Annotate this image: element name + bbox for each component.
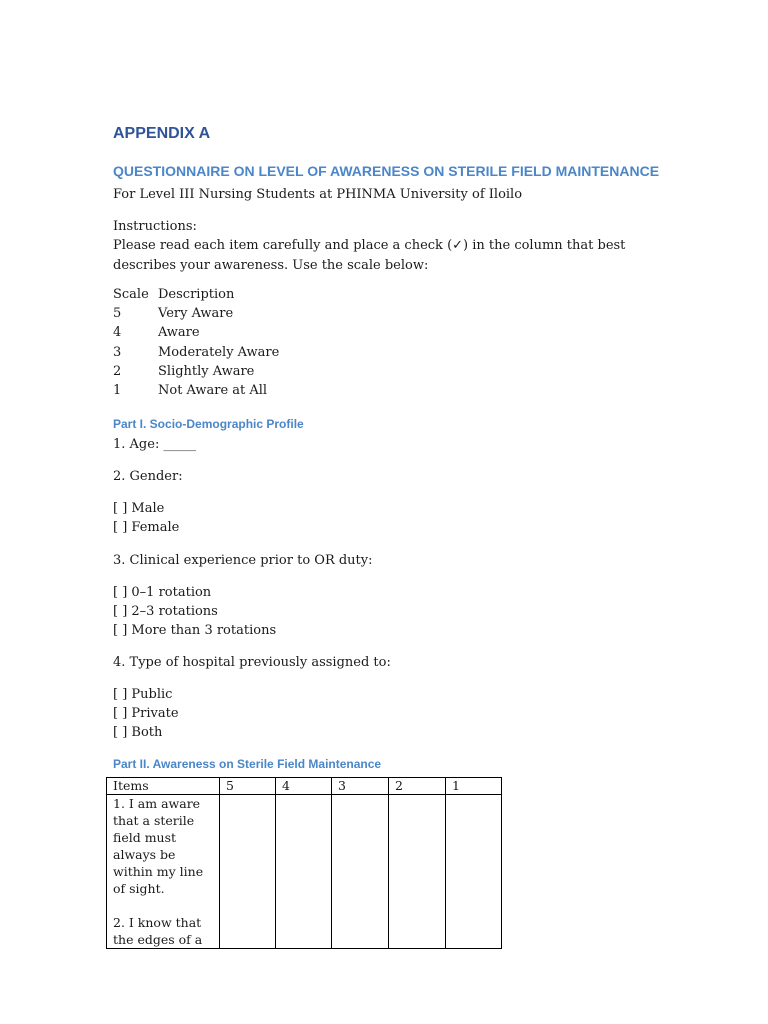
scale-description: Moderately Aware	[158, 345, 280, 360]
appendix-heading: APPENDIX A	[113, 125, 211, 142]
scale-row	[113, 383, 267, 398]
instructions-label: Instructions:	[113, 219, 197, 234]
awareness-table	[106, 777, 502, 949]
instructions-text: Please read each item carefully and place a check (✓) in the column that best describes your awareness. Use the scale below:	[113, 238, 626, 273]
scale-description: Not Aware at All	[158, 383, 268, 398]
column-header-items: Items	[107, 778, 220, 795]
hospital-question: 4. Type of hospital previously assigned to:	[113, 655, 391, 670]
item-cell	[107, 795, 220, 949]
scale-header	[113, 287, 234, 302]
scale-row	[113, 306, 233, 321]
experience-option[interactable]: [ ] 2–3 rotations	[113, 604, 218, 619]
part1-heading: Part I. Socio-Demographic Profile	[113, 417, 304, 431]
item-text: 2. I know that the edges of a	[113, 915, 203, 947]
experience-option[interactable]: [ ] More than 3 rotations	[113, 623, 277, 638]
item-spacer	[113, 897, 219, 914]
column-header-2: 2	[389, 778, 446, 795]
column-header-5: 5	[220, 778, 276, 795]
column-header-4: 4	[276, 778, 332, 795]
scale-value: 3	[113, 345, 122, 360]
gender-option-male[interactable]: [ ] Male	[113, 501, 165, 516]
scale-description: Aware	[158, 325, 200, 340]
column-header-1: 1	[446, 778, 502, 795]
scale-value: 1	[113, 383, 122, 398]
scale-header-scale: Scale	[113, 287, 149, 302]
hospital-option[interactable]: [ ] Private	[113, 706, 179, 721]
gender-option-female[interactable]: [ ] Female	[113, 520, 180, 535]
rating-cell-3[interactable]	[332, 795, 389, 949]
gender-question: 2. Gender:	[113, 469, 183, 484]
experience-question: 3. Clinical experience prior to OR duty:	[113, 553, 373, 568]
scale-description: Very Aware	[158, 306, 234, 321]
rating-cell-1[interactable]	[446, 795, 502, 949]
scale-description: Slightly Aware	[158, 364, 255, 379]
subtitle: For Level III Nursing Students at PHINMA University of Iloilo	[113, 187, 523, 202]
column-header-3: 3	[332, 778, 389, 795]
rating-cell-2[interactable]	[389, 795, 446, 949]
scale-value: 5	[113, 306, 122, 321]
scale-header-description: Description	[158, 287, 235, 302]
table-header-row	[107, 778, 502, 795]
hospital-option[interactable]: [ ] Both	[113, 725, 163, 740]
age-field[interactable]: 1. Age: _____	[113, 437, 196, 452]
part2-heading: Part II. Awareness on Sterile Field Maintenance	[113, 757, 382, 771]
hospital-option[interactable]: [ ] Public	[113, 687, 173, 702]
item-text: 1. I am aware that a sterile field must always be within my line of sight.	[113, 796, 204, 896]
scale-row	[113, 325, 200, 340]
rating-cell-5[interactable]	[220, 795, 276, 949]
experience-option[interactable]: [ ] 0–1 rotation	[113, 585, 212, 600]
scale-value: 2	[113, 364, 122, 379]
questionnaire-title: QUESTIONNAIRE ON LEVEL OF AWARENESS ON STERILE FIELD MAINTENANCE	[113, 163, 660, 179]
scale-row	[113, 364, 254, 379]
table-row	[107, 795, 502, 949]
rating-cell-4[interactable]	[276, 795, 332, 949]
scale-row	[113, 345, 279, 360]
scale-value: 4	[113, 325, 122, 340]
